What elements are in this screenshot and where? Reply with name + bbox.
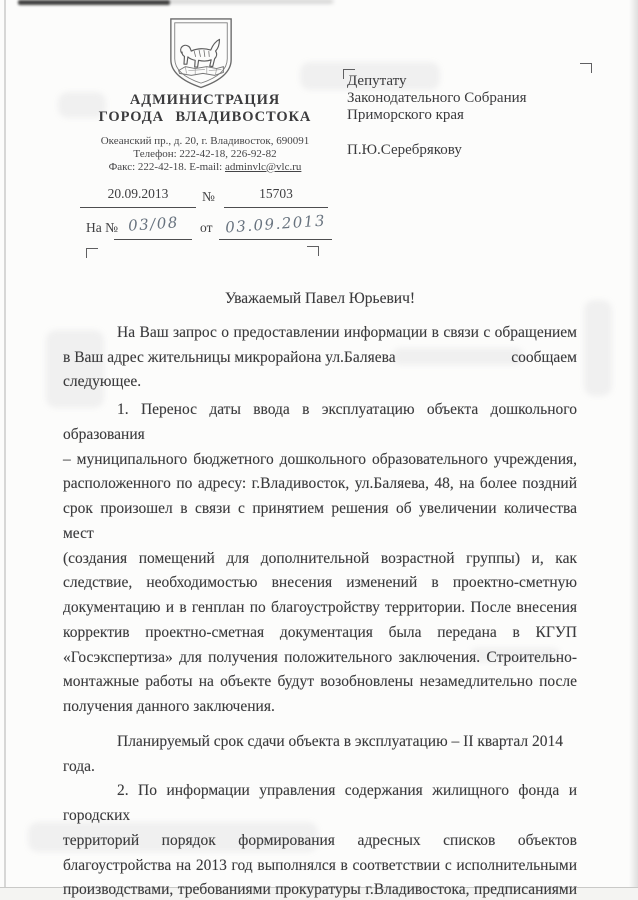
outgoing-number-field: 15703 xyxy=(224,186,328,208)
scan-artifact-left-edge xyxy=(4,0,6,900)
letterhead xyxy=(55,93,355,173)
incoming-number-label: На № xyxy=(86,220,118,235)
scan-artifact-right-edge xyxy=(629,0,638,900)
incoming-number-field xyxy=(114,212,192,240)
from-date-label: от xyxy=(200,220,213,235)
handwritten-incoming-date: 03.09.2013 xyxy=(224,211,327,237)
body-line: 1. Перенос даты ввода в эксплуатацию объекта дошкольного образования xyxy=(63,401,577,443)
body-line: срок произошел в связи с принятием решения об увеличении количества мест xyxy=(63,500,577,542)
body-line: следующее. xyxy=(63,373,142,391)
org-fax-email: Факс: 222-42-18. E-mail: adminvlc@vlc.ru xyxy=(108,160,302,173)
vladivostok-tiger-crest-icon xyxy=(166,14,236,92)
handwritten-incoming-number: 03/08 xyxy=(127,213,180,235)
recipient-address-line: Законодательного Собрания xyxy=(347,89,527,106)
body-line: корректив проектно-сметная документация была передана в КГУП xyxy=(63,623,577,641)
org-phone: Телефон: 222-42-18, 226-92-82 xyxy=(133,147,277,160)
body-line-right: сообщаем xyxy=(511,348,577,366)
paragraph-2: Планируемый срок сдачи объекта в эксплуатацию – II квартал 2014 года. xyxy=(63,732,564,775)
coat-of-arms xyxy=(166,14,236,92)
org-name-line2: ГОРОДА ВЛАДИВОСТОКА xyxy=(98,109,312,125)
body-line: производствами, требованиями прокуратуры г.Владивостока, предписаниями xyxy=(63,881,577,899)
org-address: Океанский пр., д. 20, г. Владивосток, 690091 xyxy=(100,135,310,147)
body-line-with-redaction-gap xyxy=(63,346,577,371)
scan-artifact-top-streak xyxy=(18,0,170,5)
body-line: монтажные работы на объекте будут возобновлены незамедлительно после xyxy=(63,673,577,691)
body-line: На Ваш запрос о предоставлении информации в связи с обращением xyxy=(117,323,577,341)
scan-smudge xyxy=(584,300,612,396)
corner-mark-icon xyxy=(580,63,592,73)
body-line: (создания помещений для дополнительной возрастной группы) и, как xyxy=(63,549,577,567)
recipient-address-line: Депутату xyxy=(347,73,407,89)
org-email: adminvlc@vlc.ru xyxy=(224,160,302,173)
body-line-left: в Ваш адрес жительницы микрорайона ул.Баляева xyxy=(63,348,396,366)
scan-artifact-top-streak-soft xyxy=(168,0,333,3)
corner-mark-icon xyxy=(307,246,319,256)
body-line: – муниципального бюджетного дошкольного образовательного учреждения, xyxy=(63,450,577,468)
recipient-address-lines xyxy=(347,73,583,123)
paragraph-1 xyxy=(63,398,577,695)
org-contacts xyxy=(55,135,355,173)
recipient-name: П.Ю.Серебрякову xyxy=(347,142,462,159)
body-line: территорий порядок формирования адресных списков объектов xyxy=(63,831,577,849)
paragraph-3 xyxy=(63,779,577,900)
body-line: документацию и в генплан по благоустройству территории. После внесения xyxy=(63,599,577,616)
org-name-line1: АДМИНИСТРАЦИЯ xyxy=(129,92,281,108)
body-line: следствие, необходимостью внесения изменений в проектно-сметную xyxy=(63,574,577,592)
body-line: расположенного по адресу: г.Владивосток, ул.Баляева, 48, на более поздний xyxy=(63,475,577,493)
outgoing-date-field: 20.09.2013 xyxy=(80,186,196,208)
corner-mark-icon xyxy=(86,248,98,258)
body-line: «Госэкспертиза» для получения положительного заключения. Строительно- xyxy=(63,648,577,666)
incoming-date-field xyxy=(219,212,332,240)
number-sign-label: № xyxy=(202,189,215,204)
body-line: 2. По информации управления содержания жилищного фонда и городских xyxy=(63,782,577,824)
paragraph-1-last-line: получения данного заключения. xyxy=(63,698,275,715)
body-line: благоустройства на 2013 год выполнялся в соответствии с исполнительными xyxy=(63,856,577,874)
letter-body xyxy=(63,287,577,900)
recipient-block xyxy=(347,73,583,159)
salutation: Уважаемый Павел Юрьевич! xyxy=(224,290,416,307)
recipient-address-line: Приморского края xyxy=(347,106,464,123)
intro-paragraph xyxy=(63,321,577,395)
